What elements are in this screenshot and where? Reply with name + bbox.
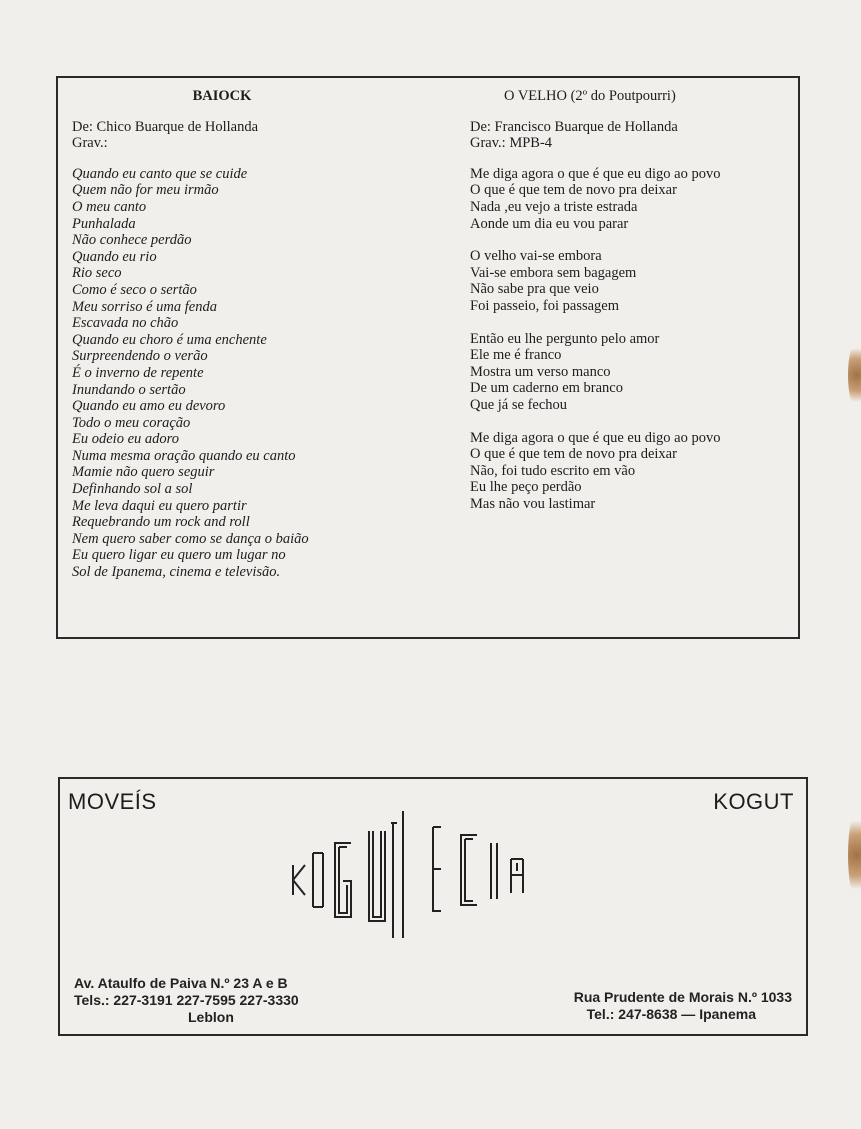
lyric-line: Como é seco o sertão: [72, 281, 197, 298]
lyric-line: Surpreendendo o verão: [72, 348, 208, 365]
lyric-line: Quando eu canto que se cuide: [72, 165, 248, 182]
lyric-line: Nada ,eu vejo a triste estrada: [470, 198, 638, 215]
address-right-line1: Rua Prudente de Morais N.º 1033: [573, 989, 792, 1005]
lyric-line: Me diga agora o que é que eu digo ao povo: [470, 429, 721, 446]
lyric-line: Foi passeio, foi passagem: [470, 297, 620, 314]
lyric-line: Punhalada: [72, 215, 136, 232]
address-left-district: Leblon: [188, 1009, 234, 1025]
lyric-line: Todo o meu coração: [72, 414, 191, 431]
address-right: [574, 989, 792, 1023]
kogutecia-logo: [285, 803, 615, 953]
right-song-author: De: Francisco Buarque de Hollanda: [470, 118, 678, 135]
right-song-lyrics: [470, 166, 790, 513]
lyric-line: Vai-se embora sem bagagem: [470, 264, 637, 281]
lyric-line: Não sabe pra que veio: [470, 281, 599, 298]
lyric-line: Não, foi tudo escrito em vão: [470, 462, 636, 479]
lyric-line: Requebrando um rock and roll: [72, 514, 250, 531]
lyric-line: O velho vai-se embora: [470, 248, 602, 265]
lyric-line: Sol de Ipanema, cinema e televisão.: [72, 564, 281, 581]
lyric-line: Eu quero ligar eu quero um lugar no: [72, 547, 286, 564]
lyric-line: Quando eu choro é uma enchente: [72, 331, 267, 348]
right-song-title: O VELHO (2º do Poutpourri): [504, 88, 676, 104]
lyric-line: Quem não for meu irmão: [72, 182, 219, 199]
lyric-line: Quando eu rio: [72, 248, 157, 265]
lyric-line: Não conhece perdão: [72, 232, 192, 249]
lyric-line: Eu odeio eu adoro: [72, 431, 179, 448]
lyric-line: Mostra um verso manco: [470, 363, 611, 380]
left-song-lyrics: [72, 166, 452, 581]
lyric-line: Numa mesma oração quando eu canto: [72, 447, 296, 464]
left-song-grav: Grav.:: [72, 135, 108, 152]
stanza: [470, 248, 790, 314]
ad-brand-right: KOGUT: [713, 789, 794, 814]
stanza: [470, 166, 790, 232]
left-song-author: De: Chico Buarque de Hollanda: [72, 118, 259, 135]
lyric-line: Definhando sol a sol: [72, 481, 193, 498]
lyric-line: Quando eu amo eu devoro: [72, 398, 226, 415]
stanza: [470, 430, 790, 513]
lyric-line: Meu sorriso é uma fenda: [72, 298, 217, 315]
lyric-line: Nem quero saber como se dança o baião: [72, 530, 309, 547]
lyric-line: Então eu lhe pergunto pelo amor: [470, 330, 660, 347]
stanza: [470, 331, 790, 414]
lyric-line: Mas não vou lastimar: [470, 495, 596, 512]
paper-stain: [848, 340, 861, 410]
lyric-line: Ele me é franco: [470, 347, 562, 364]
lyric-line: Eu lhe peço perdão: [470, 479, 582, 496]
address-left-line1: Av. Ataulfo de Paiva N.º 23 A e B: [74, 975, 288, 991]
right-song-grav: Grav.: MPB-4: [470, 135, 553, 152]
address-right-phone: Tel.: 247-8638 — Ipanema: [586, 1006, 756, 1022]
lyric-line: Rio seco: [72, 265, 122, 282]
lyric-line: Inundando o sertão: [72, 381, 186, 398]
lyric-line: Que já se fechou: [470, 396, 568, 413]
lyric-line: Aonde um dia eu vou parar: [470, 215, 629, 232]
lyric-line: Mamie não quero seguir: [72, 464, 215, 481]
paper-stain: [848, 810, 861, 900]
left-song-title: BAIOCK: [192, 88, 252, 104]
address-left: [74, 975, 299, 1026]
lyric-line: O que é que tem de novo pra deixar: [470, 446, 677, 463]
ad-brand-left: MOVEÍS: [68, 789, 157, 814]
lyric-line: Me diga agora o que é que eu digo ao povo: [470, 165, 721, 182]
lyric-line: É o inverno de repente: [72, 364, 204, 381]
lyric-line: De um caderno em branco: [470, 380, 623, 397]
left-song: [72, 88, 452, 581]
right-song: [470, 88, 790, 512]
lyric-line: Escavada no chão: [72, 315, 179, 332]
lyric-line: Me leva daqui eu quero partir: [72, 497, 247, 514]
address-left-phones: Tels.: 227-3191 227-7595 227-3330: [74, 992, 299, 1008]
lyric-line: O que é que tem de novo pra deixar: [470, 182, 677, 199]
advertisement: [58, 777, 808, 1036]
lyric-line: O meu canto: [72, 198, 147, 215]
